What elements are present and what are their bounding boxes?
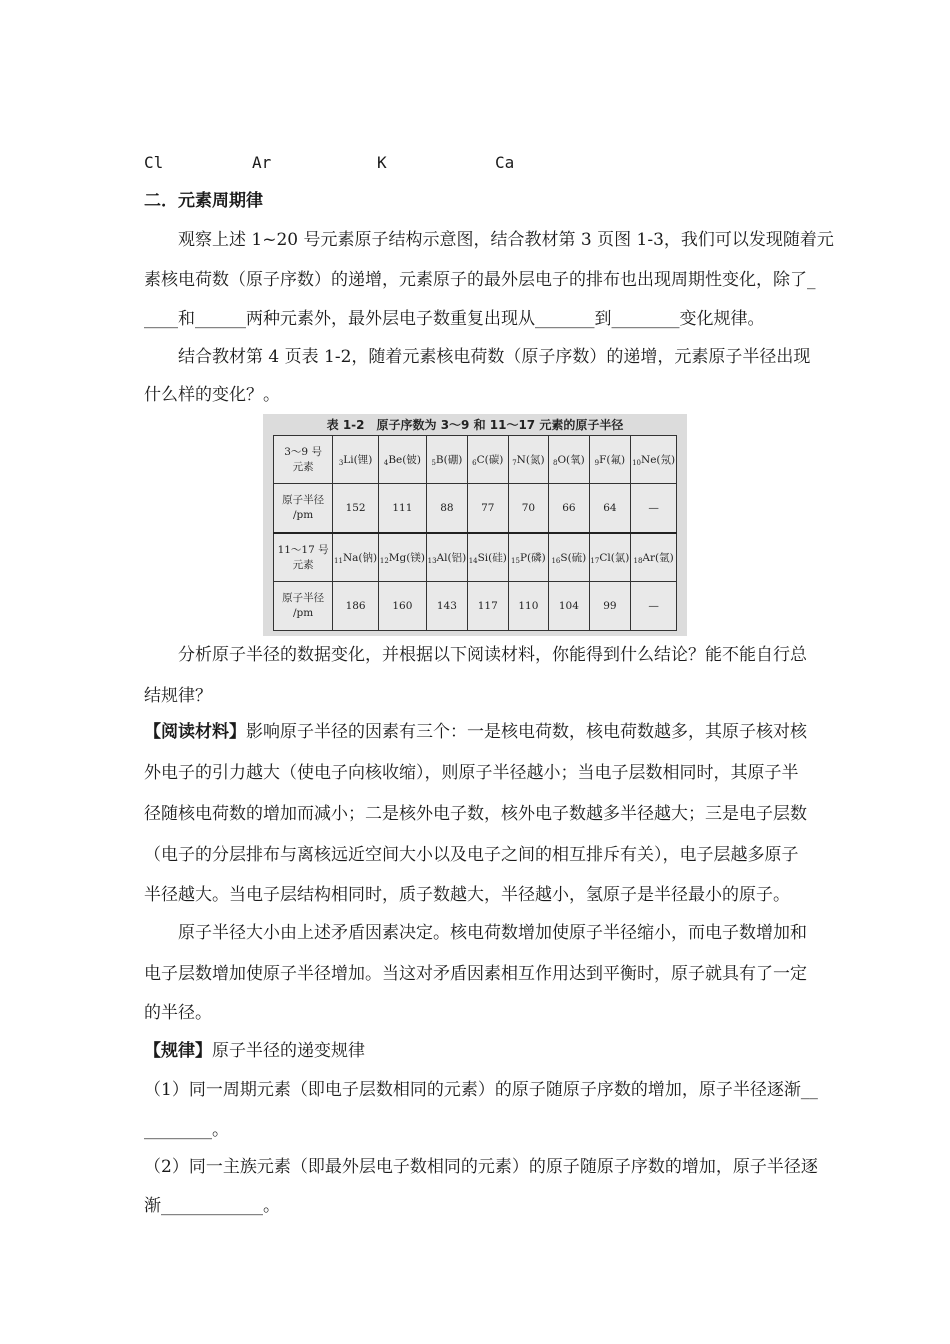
paragraph-line: 分析原子半径的数据变化，并根据以下阅读材料，你能得到什么结论？能不能自行总 [178, 645, 807, 665]
radius-cell: 160 [378, 582, 426, 631]
element-cell [467, 533, 508, 582]
table-row [274, 533, 677, 582]
atomic-number: 12 [379, 557, 389, 566]
radius-cell: — [631, 582, 677, 631]
row-header [274, 533, 333, 582]
element-cell [589, 533, 631, 582]
rule-item-continuation: ________。 [144, 1120, 229, 1140]
paragraph-line: 的半径。 [144, 1003, 212, 1023]
section-title: 二．元素周期律 [144, 191, 263, 211]
atomic-number: 17 [590, 557, 600, 566]
row-header [274, 582, 333, 631]
row-header [274, 484, 333, 533]
radius-cell: 88 [426, 484, 467, 533]
atomic-number: 3 [338, 459, 344, 468]
element-cell [508, 436, 549, 484]
row-header-line: /pm [292, 509, 314, 522]
atomic-number: 6 [472, 459, 477, 468]
element-cell [378, 436, 426, 484]
radius-cell: 143 [426, 582, 467, 631]
element-name: Ar(氩) [642, 552, 674, 565]
element-cell [549, 533, 590, 582]
row-header [274, 436, 333, 484]
radius-cell: 111 [378, 484, 426, 533]
paragraph-line: 外电子的引力越大（使电子向核收缩），则原子半径越小；当电子层数相同时，其原子半 [144, 763, 799, 783]
rule-label: 【规律】 [144, 1041, 212, 1061]
element-name: P(磷) [519, 552, 546, 565]
row-header-line: 元素 [292, 558, 314, 571]
radius-cell: 186 [333, 582, 379, 631]
atomic-number: 14 [468, 557, 478, 566]
paragraph-line: ____和______两种元素外，最外层电子数重复出现从_______到________变化规律。 [144, 309, 765, 329]
row-header-line: /pm [292, 607, 314, 620]
row-header-line: 原子半径 [282, 494, 325, 507]
atomic-number: 18 [633, 557, 643, 566]
element-name: F(氟) [599, 454, 626, 467]
element-symbols-row [144, 153, 564, 173]
atomic-number: 9 [594, 459, 600, 468]
rule-item: （2）同一主族元素（即最外层电子数相同的元素）的原子随原子序数的增加，原子半径逐 [144, 1157, 818, 1177]
table-row [274, 484, 677, 533]
atomic-number: 16 [551, 557, 561, 566]
paragraph-line: 观察上述 1~20 号元素原子结构示意图，结合教材第 3 页图 1-3，我们可以发现随着元 [178, 230, 834, 250]
paragraph-line: 原子半径大小由上述矛盾因素决定。核电荷数增加使原子半径缩小，而电子数增加和 [178, 923, 807, 943]
row-header-line: 原子半径 [282, 592, 325, 605]
element-cell [467, 436, 508, 484]
paragraph-line: 半径越大。当电子层结构相同时，质子数越大，半径越小，氢原子是半径最小的原子。 [144, 885, 790, 905]
element-cell [333, 436, 379, 484]
reading-material-text: 影响原子半径的因素有三个：一是核电荷数，核电荷数越多，其原子核对核 [246, 722, 807, 742]
element-name: O(氧) [557, 454, 585, 467]
element-name: B(硼) [435, 454, 463, 467]
reading-material-label: 【阅读材料】 [144, 722, 246, 742]
row-header-line: 11～17 号 [277, 543, 329, 556]
element-cell [426, 533, 467, 582]
element-name: Na(钠) [342, 552, 378, 565]
radius-cell: — [631, 484, 677, 533]
atomic-number: 8 [552, 459, 558, 468]
reading-material-line [144, 722, 807, 742]
atomic-radius-table-figure [263, 414, 687, 636]
row-header-line: 元素 [292, 460, 314, 473]
radius-cell: 70 [508, 484, 549, 533]
element-name: Be(铍) [388, 454, 421, 467]
atomic-number: 7 [512, 459, 517, 468]
element-name: Si(硅) [477, 552, 507, 565]
paragraph-line: 电子层数增加使原子半径增加。当这对矛盾因素相互作用达到平衡时，原子就具有了一定 [144, 964, 807, 984]
atomic-radius-table [273, 435, 677, 631]
element-symbol: K [377, 153, 387, 172]
radius-cell: 110 [508, 582, 549, 631]
radius-cell: 64 [589, 484, 631, 533]
element-symbol: Ar [252, 153, 272, 172]
rule-heading-line [144, 1041, 365, 1061]
radius-cell: 117 [467, 582, 508, 631]
element-cell [508, 533, 549, 582]
paragraph-line: （电子的分层排布与离核远近空间大小以及电子之间的相互排斥有关），电子层越多原子 [144, 845, 799, 865]
paragraph-line: 什么样的变化？。 [144, 385, 280, 405]
rule-item: （1）同一周期元素（即电子层数相同的元素）的原子随原子序数的增加，原子半径逐渐__ [144, 1080, 818, 1100]
element-name: Al(铝) [436, 552, 467, 565]
table-row [274, 436, 677, 484]
atomic-number: 10 [632, 459, 641, 468]
row-header-line: 3～9 号 [284, 445, 322, 458]
element-name: Li(锂) [343, 454, 373, 467]
element-symbol: Ca [495, 153, 515, 172]
atomic-number: 15 [511, 557, 520, 566]
paragraph-line: 结规律？ [144, 686, 212, 706]
atomic-number: 11 [334, 557, 343, 566]
paragraph-line: 结合教材第 4 页表 1-2，随着元素核电荷数（原子序数）的递增，元素原子半径出现 [178, 347, 811, 367]
element-cell [549, 436, 590, 484]
radius-cell: 152 [333, 484, 379, 533]
element-name: N(氮) [516, 454, 545, 467]
radius-cell: 77 [467, 484, 508, 533]
element-cell [378, 533, 426, 582]
element-symbol: Cl [144, 153, 164, 172]
element-cell [589, 436, 631, 484]
atomic-number: 4 [383, 459, 389, 468]
radius-cell: 66 [549, 484, 590, 533]
element-cell [333, 533, 379, 582]
atomic-number: 5 [431, 459, 436, 468]
table-row [274, 582, 677, 631]
element-name: C(碳) [476, 454, 504, 467]
element-name: Ne(氖) [641, 454, 676, 467]
radius-cell: 99 [589, 582, 631, 631]
element-cell [426, 436, 467, 484]
element-name: Cl(氯) [599, 552, 630, 565]
element-name: S(硫) [560, 552, 587, 565]
rule-item-continuation: 渐____________。 [144, 1196, 280, 1216]
element-cell [631, 533, 677, 582]
radius-cell: 104 [549, 582, 590, 631]
paragraph-line: 素核电荷数（原子序数）的递增，元素原子的最外层电子的排布也出现周期性变化，除了_ [144, 270, 816, 290]
table-title: 表 1-2 原子序数为 3～9 和 11～17 元素的原子半径 [326, 418, 624, 432]
element-name: Mg(镁) [388, 552, 425, 565]
rule-title: 原子半径的递变规律 [212, 1041, 365, 1061]
element-cell [631, 436, 677, 484]
paragraph-line: 径随核电荷数的增加而减小；二是核外电子数，核外电子数越多半径越大；三是电子层数 [144, 804, 807, 824]
atomic-number: 13 [427, 557, 437, 566]
